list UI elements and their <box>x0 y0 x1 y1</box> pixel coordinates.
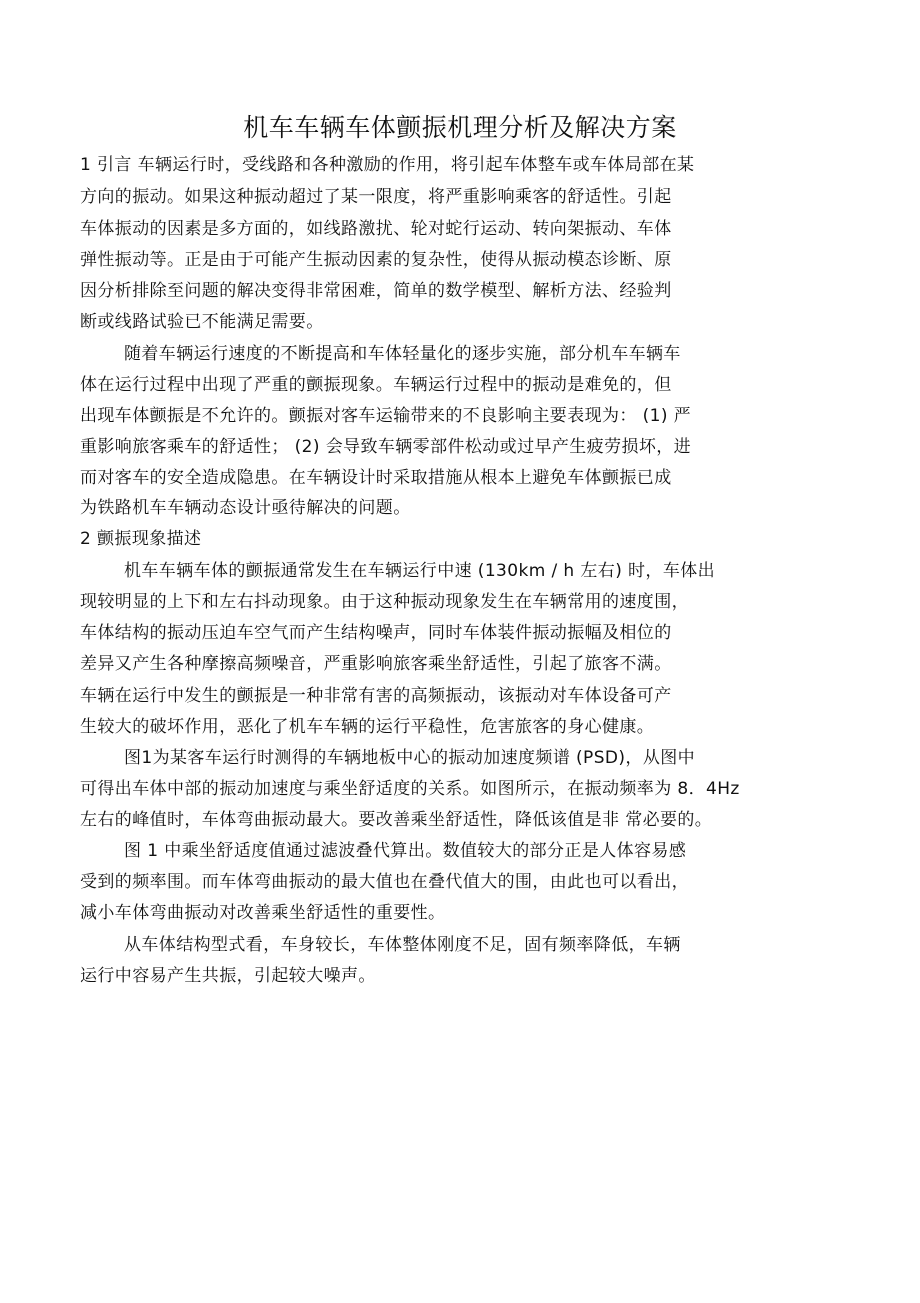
paragraph-line: 减小车体弯曲振动对改善乘坐舒适性的重要性。 <box>80 903 446 923</box>
paragraph-line: 生较大的破坏作用，恶化了机车车辆的运行平稳性，危害旅客的身心健康。 <box>80 717 655 737</box>
section1-line: 方向的振动。如果这种振动超过了某一限度，将严重影响乘客的舒适性。引起 <box>80 187 672 207</box>
paragraph-line: 图1为某客车运行时测得的车辆地板中心的振动加速度频谱 (PSD)，从图中 <box>124 748 696 768</box>
section1-line: 断或线路试验已不能满足需要。 <box>80 312 324 332</box>
paragraph-line: 差异又产生各种摩擦高频噪音，严重影响旅客乘坐舒适性，引起了旅客不满。 <box>80 654 672 674</box>
paragraph-line: 受到的频率围。而车体弯曲振动的最大值也在叠代值大的围，由此也可以看出， <box>80 872 689 892</box>
paragraph-line: 从车体结构型式看，车身较长，车体整体刚度不足，固有频率降低，车辆 <box>124 935 681 955</box>
paragraph-line: 车辆在运行中发生的颤振是一种非常有害的高频振动，该振动对车体设备可产 <box>80 686 672 706</box>
paragraph-line: 图 1 中乘坐舒适度值通过滤波叠代算出。数值较大的部分正是人体容易感 <box>124 841 687 861</box>
paragraph-line: 而对客车的安全造成隐患。在车辆设计时采取措施从根本上避免车体颤振已成 <box>80 468 672 488</box>
paragraph-line: 重影响旅客乘车的舒适性； (2) 会导致车辆零部件松动或过早产生疲劳损坏，进 <box>80 437 692 457</box>
paragraph-line: 为铁路机车车辆动态设计亟待解决的问题。 <box>80 498 411 518</box>
paragraph-line: 现较明显的上下和左右抖动现象。由于这种振动现象发生在车辆常用的速度围， <box>80 592 689 612</box>
paragraph-line: 出现车体颤振是不允许的。颤振对客车运输带来的不良影响主要表现为： (1) 严 <box>80 406 692 426</box>
paragraph-line: 车体结构的振动压迫车空气而产生结构噪声，同时车体装件振动振幅及相位的 <box>80 623 672 643</box>
paragraph-line: 机车车辆车体的颤振通常发生在车辆运行中速 (130km / h 左右) 时，车体出 <box>124 561 716 581</box>
section1-line: 因分析排除至问题的解决变得非常困难，简单的数学模型、解析方法、经验判 <box>80 281 672 301</box>
paragraph-line: 运行中容易产生共振，引起较大噪声。 <box>80 966 376 986</box>
document-title: 机车车辆车体颤振机理分析及解决方案 <box>243 113 677 142</box>
paragraph-line: 体在运行过程中出现了严重的颤振现象。车辆运行过程中的振动是难免的，但 <box>80 375 672 395</box>
section1-line: 弹性振动等。正是由于可能产生振动因素的复杂性，使得从振动模态诊断、原 <box>80 250 672 270</box>
section2-heading: 2 颤振现象描述 <box>80 529 202 549</box>
section1-line: 1 引言 车辆运行时，受线路和各种激励的作用，将引起车体整车或车体局部在某 <box>80 155 695 175</box>
paragraph-line: 可得出车体中部的振动加速度与乘坐舒适度的关系。如图所示，在振动频率为 8．4Hz <box>80 779 740 799</box>
paragraph-line: 左右的峰值时，车体弯曲振动最大。要改善乘坐舒适性，降低该值是非 常必要的。 <box>80 810 713 830</box>
section1-line: 车体振动的因素是多方面的，如线路激扰、轮对蛇行运动、转向架振动、车体 <box>80 219 672 239</box>
paragraph-line: 随着车辆运行速度的不断提高和车体轻量化的逐步实施，部分机车车辆车 <box>124 344 681 364</box>
